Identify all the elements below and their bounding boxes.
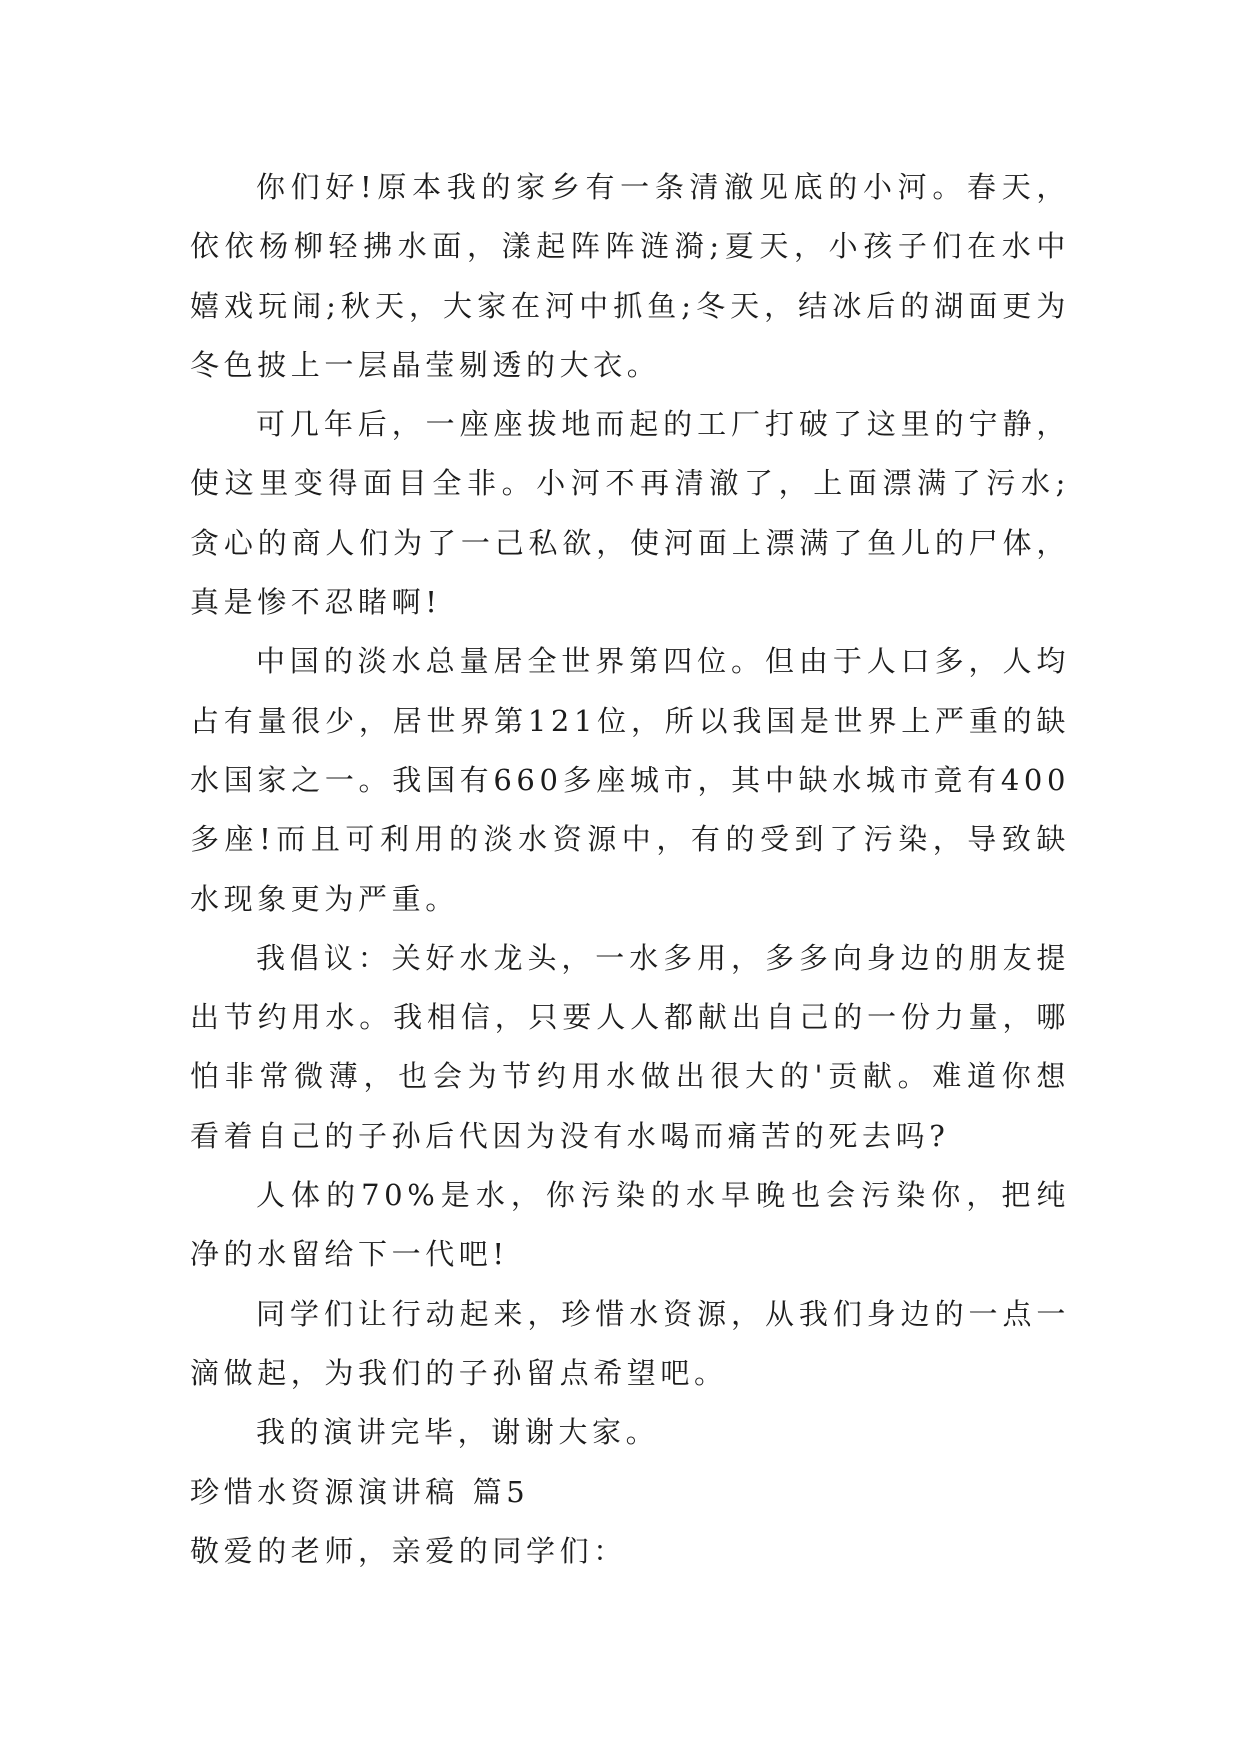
paragraph-3: 中国的淡水总量居全世界第四位。但由于人口多，人均占有量很少，居世界第121位，所以我国是世界上严重的缺水国家之一。我国有660多座城市，其中缺水城市竟有400多座!而且可利用的淡水资源中，有的受到了污染，导致缺水现象更为严重。 xyxy=(190,644,1070,916)
paragraph-1: 你们好!原本我的家乡有一条清澈见底的小河。春天，依依杨柳轻拂水面，漾起阵阵涟漪;夏天，小孩子们在水中嬉戏玩闹;秋天，大家在河中抓鱼;冬天，结冰后的湖面更为冬色披上一层晶莹剔透的大衣。 xyxy=(190,170,1070,382)
paragraph-6: 同学们让行动起来，珍惜水资源，从我们身边的一点一滴做起，为我们的子孙留点希望吧。 xyxy=(190,1296,1070,1390)
paragraph-7: 我的演讲完毕，谢谢大家。 xyxy=(256,1415,660,1450)
salutation: 敬爱的老师，亲爱的同学们： xyxy=(190,1533,627,1568)
paragraph-2: 可几年后，一座座拔地而起的工厂打破了这里的宁静，使这里变得面目全非。小河不再清澈了，上面漂满了污水;贪心的商人们为了一己私欲，使河面上漂满了鱼儿的尸体，真是惨不忍睹啊! xyxy=(190,407,1070,620)
paragraph-5: 人体的70%是水，你污染的水早晚也会污染你，把纯净的水留给下一代吧! xyxy=(190,1178,1070,1272)
section-title: 珍惜水资源演讲稿 篇5 xyxy=(190,1474,530,1509)
document-body xyxy=(190,158,1070,1581)
paragraph-4: 我倡议：关好水龙头，一水多用，多多向身边的朋友提出节约用水。我相信，只要人人都献出自己的一份力量，哪怕非常微薄，也会为节约用水做出很大的'贡献。难道你想看着自己的子孙后代因为没有水喝而痛苦的死去吗? xyxy=(190,940,1070,1153)
